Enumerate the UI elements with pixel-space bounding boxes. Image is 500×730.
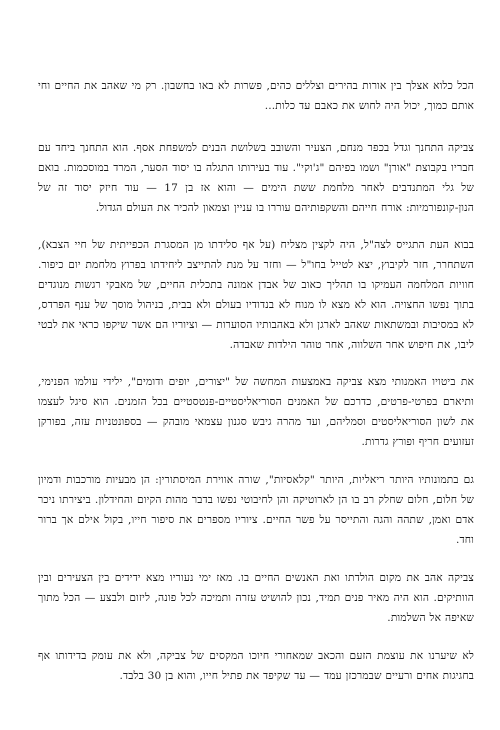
paragraph-7: לא שיערנו את עוצמת הזעם והכאב שמאחורי חיוכו המקסים של צביקה, ולא את עומק בדידותו אף בחגיגות אחים ורעיים שבמרכזן עמד — עד שקיפד את פתיל חייו, והוא בן 30 בלבד. bbox=[38, 650, 474, 682]
paragraph-6: צביקה אהב את מקום הולדתו ואת האנשים החיים בו. מאז ימי נעוריו מצא ידידים בין הצעירים ובין הוותיקים. הוא היה מאיר פנים תמיד, נכון להושיט עזרה ותמיכה לכל פונה, ליזום ולבצע — הכל מתוך שאיפה אל השלמות. bbox=[38, 572, 474, 624]
paragraph-4: את ביטויו האמנותי מצא צביקה באמצעות המחשה של "יצורים, יופים ודומים", ילידי עולמו הפנימי, ותיארם בפרטי-פרטים, כדרכם של האמנים הסוריאליסטיים-פנטסטיים בכל הזמנים. הוא סיגל לעצמו את לשון הסוריאליסטים וסמליהם, ועד מהרה גיבש סגנון עצמאי מובהק — בספונטניות עזה, בפורקן זעזועים חריף ופורץ גדרות. bbox=[38, 376, 474, 448]
paragraph-3: בבוא העת התגייס לצה"ל, היה לקצין מצליח (על אף סלידתו מן המסגרת הכפייתית של חיי הצבא), השתחרר, חזר לקיבוץ, יצא לטייל בחו"ל — וחזר על מנת להתייצב ליחידתו בפרוץ מלחמת יום כיפור. חוויות המלחמה העמיקו בו תהליך כאוב של אבדן אמונה בתכלית החיים, של מאבקי רגשות מנוגדים בתוך נפשו החצויה. הוא לא מצא לו מנוח לא בנדודיו בעולם ולא בבית, בניהול מוסך של ענף הפרדס, לא במסיבות ובמשתאות שאהב לארגן ולא באהבותיו הסוערות — וציוריו הם אשר שיקפו כראי את לבטי ליבו, את חיפוש אחר השלווה, אחר טוהר הילדות שאבדה. bbox=[38, 239, 474, 351]
paragraph-1: הכל כלוא אצלך בין אורות בהירים וצללים כהים, פשרות לא באו בחשבון. רק מי שאהב את החיים וחי אותם כמוך, יכול היה לחוש את כאבם עד כלות... bbox=[38, 80, 474, 112]
paragraph-2: צביקה התחנך וגדל בכפר מנחם, הצעיר והשובב בשלושת הבנים למשפחת אסף. הוא התחנך ביחד עם חבריו בקבוצת "אורן" ושמו בפיהם "ג'וקי". עוד בעירותו התגלה בו יסוד הסער, המרד במוסכמות. בואם של גלי המתנדבים לאחר מלחמת ששת הימים — והוא אז בן 17 — עוד חיזק יסוד זה של הנון-קונפורמיות: אורח חייהם והשקפותיהם עוררו בו עניין וצמאון להכיר את העולם הגדול. bbox=[38, 142, 475, 214]
document-page bbox=[38, 76, 474, 730]
paragraph-5: גם בתמונותיו היותר ריאליות, היותר "קלאסיות", שורה אווירת המיסתורין: הן מבעיות מורכבות ודמיון של חלום, חלום שחלק רב בו הן לארוטיקה והן לחיבוטי נפשו בדבר מהות הקיום והחידלון. ביצירתו ניכר אדם ואמן, שתהה והגה והתייסר על פשר החיים. ציוריו מספרים את סיפור חייו, בקול אילם אך ברור וחד. bbox=[38, 474, 474, 546]
